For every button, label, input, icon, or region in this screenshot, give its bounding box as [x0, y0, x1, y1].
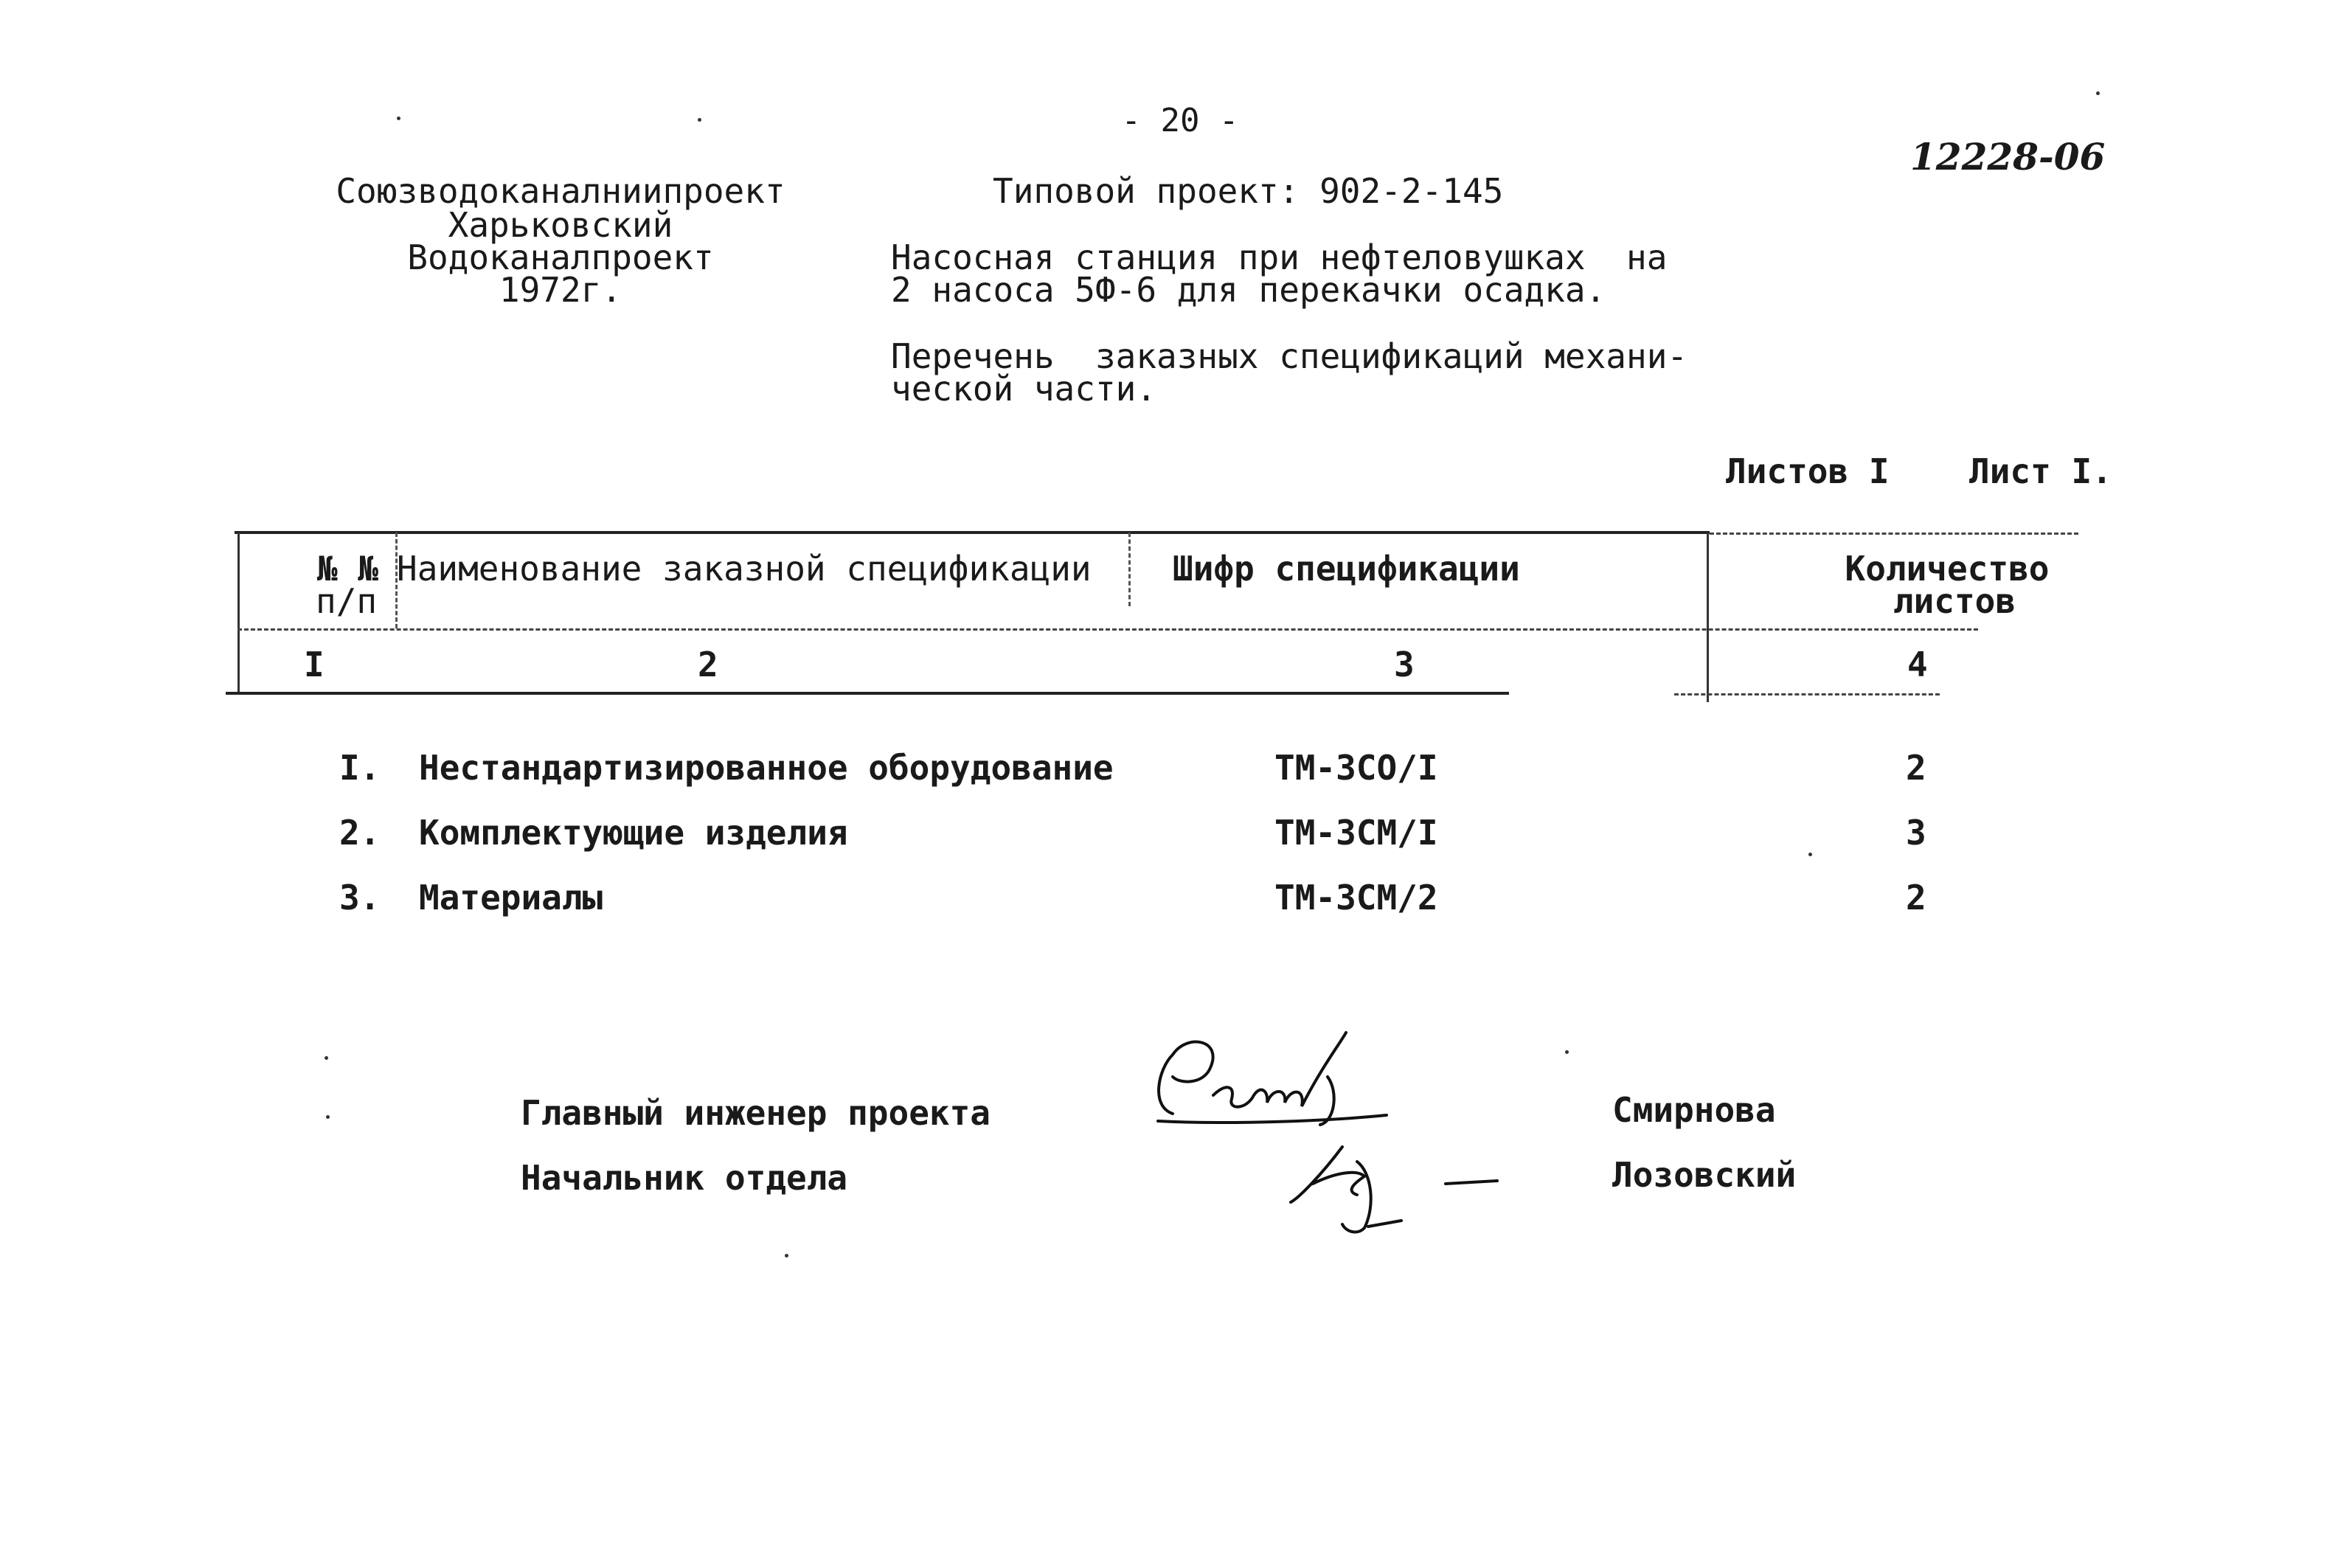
- row-number: 3.: [339, 878, 381, 917]
- project-title-line1: Насосная станция при нефтеловушках на: [891, 237, 1668, 277]
- header-code: Шифр спецификации: [1173, 549, 1520, 589]
- row-code: ТМ-3СО/I: [1274, 748, 1438, 788]
- column-number-1: I: [304, 645, 325, 684]
- header-name: Наименование заказной спецификации: [397, 549, 1092, 589]
- project-title-line2: 2 насоса 5Ф-6 для перекачки осадка.: [891, 270, 1606, 310]
- scan-speck: [1808, 853, 1812, 856]
- sheets-total: Листов I: [1726, 451, 1890, 491]
- row-count: 2: [1906, 878, 1926, 917]
- scan-speck: [326, 1115, 330, 1119]
- row-code: ТМ-3СМ/I: [1274, 813, 1438, 853]
- table-divider-3: [1707, 533, 1709, 702]
- org-name-line1: Союзводоканалниипроект: [336, 171, 785, 211]
- archive-number: 12228-06: [1910, 135, 2106, 178]
- row-number: 2.: [339, 813, 381, 853]
- scan-speck: [397, 117, 400, 120]
- header-count-line2: листов: [1893, 581, 2016, 621]
- handwritten-signature-1: [1143, 1025, 1409, 1136]
- table-left-border: [237, 533, 240, 695]
- row-name: Нестандартизированное оборудование: [419, 748, 1114, 788]
- scan-speck: [1565, 1050, 1569, 1054]
- row-number: I.: [339, 748, 381, 788]
- column-number-2: 2: [698, 645, 718, 684]
- row-name: Материалы: [419, 878, 603, 917]
- table-header-rule: [237, 628, 1978, 631]
- row-count: 2: [1906, 748, 1926, 788]
- scan-speck: [325, 1056, 328, 1060]
- project-subtitle-line2: ческой части.: [891, 369, 1157, 409]
- table-bottom-rule: [226, 692, 1509, 695]
- sheet-current: Лист I.: [1969, 451, 2112, 491]
- column-number-4: 4: [1907, 645, 1928, 684]
- column-number-3: 3: [1394, 645, 1415, 684]
- table-bottom-rule-tail: [1674, 693, 1940, 695]
- signature-role-department-head: Начальник отдела: [521, 1158, 848, 1198]
- handwritten-signature-2: [1283, 1132, 1505, 1243]
- table-top-rule: [235, 531, 1710, 534]
- org-name-line3: Водоканалпроект: [407, 237, 714, 277]
- row-code: ТМ-3СМ/2: [1274, 878, 1438, 917]
- scan-speck: [2096, 91, 2100, 95]
- row-name: Комплектующие изделия: [419, 813, 848, 853]
- header-count-line1: Количество: [1845, 549, 2050, 589]
- signature-name-chief-engineer: Смирнова: [1612, 1090, 1776, 1130]
- page-number: - 20 -: [1121, 102, 1239, 139]
- table-divider-2: [1128, 533, 1131, 606]
- signature-role-chief-engineer: Главный инженер проекта: [521, 1093, 991, 1133]
- org-name-line2: Харьковский: [448, 205, 673, 245]
- org-year: 1972г.: [499, 270, 622, 310]
- row-count: 3: [1906, 813, 1926, 853]
- project-subtitle-line1: Перечень заказных спецификаций механи-: [891, 336, 1688, 376]
- signature-name-department-head: Лозовский: [1612, 1155, 1797, 1195]
- scan-speck: [698, 118, 701, 122]
- header-num-line1: № №: [317, 549, 379, 589]
- project-code: Типовой проект: 902-2-145: [993, 171, 1504, 211]
- scan-speck: [785, 1254, 788, 1257]
- header-num-line2: п/п: [316, 581, 378, 621]
- table-top-rule-tail: [1710, 533, 2078, 535]
